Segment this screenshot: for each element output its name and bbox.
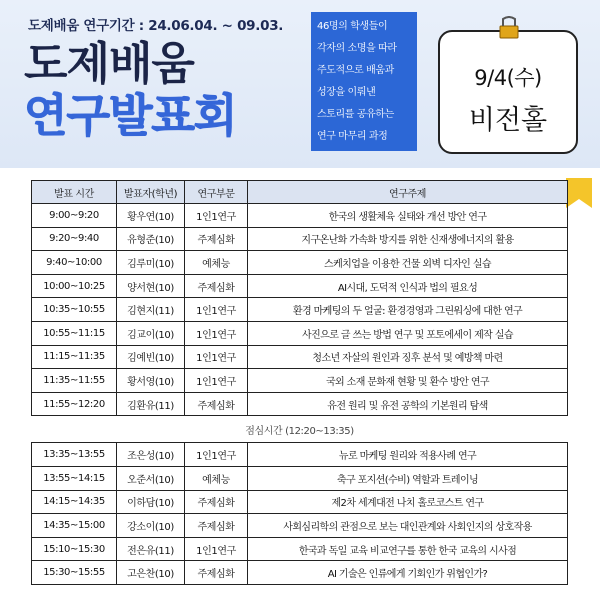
cell-presenter: 김환유(11) [117,392,185,416]
header-topic: 연구주제 [248,181,568,204]
cell-presenter: 김교이(10) [117,321,185,345]
cell-time: 11:15~11:35 [32,345,117,369]
lunch-break-label: 점심시간 (12:20~13:35) [245,425,354,437]
cell-category: 주제심화 [185,392,248,416]
presentation-schedule-table [31,180,568,585]
binder-clip-icon [498,16,520,40]
table-row [32,274,568,298]
cell-presenter: 고은찬(10) [117,561,185,585]
cell-category: 1인1연구 [185,321,248,345]
cell-time: 9:00~9:20 [32,204,117,228]
cell-category: 1인1연구 [185,443,248,467]
cell-topic: AI 기술은 인류에게 기회인가 위협인가? [248,561,568,585]
cell-topic: 스케치업을 이용한 건물 외벽 디자인 실습 [248,251,568,275]
cell-time: 9:40~10:00 [32,251,117,275]
cell-topic: 청소년 자살의 원인과 징후 분석 및 예방책 마련 [248,345,568,369]
table-row [32,561,568,585]
description-line: 연구 마무리 과정 [317,131,388,142]
cell-topic: 한국의 생활체육 실태와 개선 방안 연구 [248,204,568,228]
bookmark-ribbon-icon [566,178,592,208]
header-category: 연구부문 [185,181,248,204]
cell-category: 1인1연구 [185,204,248,228]
title-line2: 연구발표회 [24,89,237,142]
cell-time: 14:15~14:35 [32,490,117,514]
table-header-row [32,181,568,204]
event-venue: 비전홀 [468,105,548,136]
date-venue-card [438,30,578,154]
table-row [32,443,568,467]
table-row [32,514,568,538]
cell-topic: 국외 소재 문화재 현황 및 환수 방안 연구 [248,369,568,393]
cell-presenter: 강소이(10) [117,514,185,538]
cell-topic: 유전 원리 및 유전 공학의 기본원리 탐색 [248,392,568,416]
cell-category: 주제심화 [185,490,248,514]
description-box [311,12,417,151]
cell-presenter: 김현지(11) [117,298,185,322]
cell-time: 13:55~14:15 [32,466,117,490]
cell-presenter: 조은성(10) [117,443,185,467]
cell-time: 14:35~15:00 [32,514,117,538]
cell-category: 주제심화 [185,561,248,585]
table-row [32,298,568,322]
cell-category: 주제심화 [185,514,248,538]
cell-time: 9:20~9:40 [32,227,117,251]
title-line1: 도제배움 [24,37,194,90]
table-row [32,392,568,416]
cell-category: 예체능 [185,251,248,275]
table-row [32,490,568,514]
description-line: 스토리를 공유하는 [317,109,394,120]
table-row [32,537,568,561]
cell-presenter: 황우연(10) [117,204,185,228]
cell-presenter: 이하담(10) [117,490,185,514]
cell-topic: 제2차 세계대전 나치 홀로코스트 연구 [248,490,568,514]
header-presenter: 발표자(학년) [117,181,185,204]
cell-time: 11:55~12:20 [32,392,117,416]
cell-time: 15:10~15:30 [32,537,117,561]
cell-category: 주제심화 [185,227,248,251]
cell-presenter: 황서영(10) [117,369,185,393]
cell-category: 주제심화 [185,274,248,298]
cell-presenter: 유형준(10) [117,227,185,251]
cell-topic: 축구 포지션(수비) 역할과 트레이닝 [248,466,568,490]
header-time: 발표 시간 [32,181,117,204]
cell-topic: 한국과 독일 교육 비교연구를 통한 한국 교육의 시사점 [248,537,568,561]
cell-time: 10:55~11:15 [32,321,117,345]
table-row [32,251,568,275]
cell-presenter: 김루미(10) [117,251,185,275]
cell-category: 1인1연구 [185,537,248,561]
cell-topic: 지구온난화 가속화 방지를 위한 신재생에너지의 활용 [248,227,568,251]
description-line: 각자의 소명을 따라 [317,43,397,54]
cell-presenter: 양서현(10) [117,274,185,298]
cell-topic: 환경 마케팅의 두 얼굴: 환경경영과 그린워싱에 대한 연구 [248,298,568,322]
cell-topic: AI시대, 도덕적 인식과 법의 필요성 [248,274,568,298]
description-line: 46명의 학생들이 [317,21,388,32]
cell-time: 15:30~15:55 [32,561,117,585]
event-date: 9/4(수) [474,66,542,90]
table-row [32,345,568,369]
cell-category: 1인1연구 [185,369,248,393]
cell-presenter: 전은유(11) [117,537,185,561]
description-line: 성장을 이뤄낸 [317,87,376,98]
cell-category: 1인1연구 [185,345,248,369]
cell-time: 11:35~11:55 [32,369,117,393]
cell-category: 1인1연구 [185,298,248,322]
description-line: 주도적으로 배움과 [317,65,394,76]
cell-presenter: 오준서(10) [117,466,185,490]
table-row [32,227,568,251]
cell-topic: 사진으로 글 쓰는 방법 연구 및 포토에세이 제작 실습 [248,321,568,345]
table-row [32,466,568,490]
lunch-break-row [32,416,568,443]
cell-topic: 사회심리학의 관점으로 보는 대인관계와 사회인지의 상호작용 [248,514,568,538]
cell-time: 10:00~10:25 [32,274,117,298]
cell-topic: 뉴로 마케팅 원리와 적용사례 연구 [248,443,568,467]
table-row [32,204,568,228]
cell-time: 10:35~10:55 [32,298,117,322]
research-period: 도제배움 연구기간 : 24.06.04. ~ 09.03. [28,18,284,34]
cell-category: 예체능 [185,466,248,490]
table-row [32,369,568,393]
table-row [32,321,568,345]
cell-time: 13:35~13:55 [32,443,117,467]
cell-presenter: 김예빈(10) [117,345,185,369]
header-banner [0,0,600,168]
